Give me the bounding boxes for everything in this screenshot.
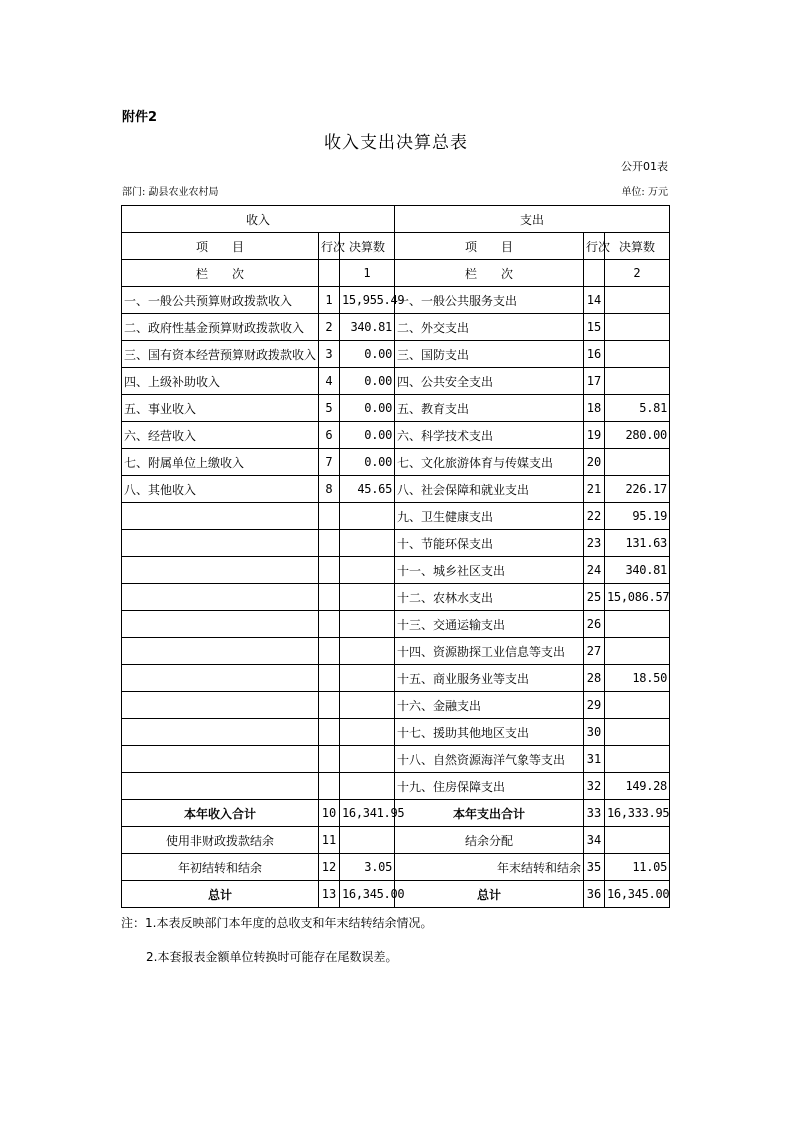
expense-summary-label: 结余分配 — [395, 827, 584, 854]
expense-line-number: 29 — [584, 692, 605, 719]
expense-summary-amount: 11.05 — [605, 854, 670, 881]
expense-item-name: 六、科学技术支出 — [395, 422, 584, 449]
expense-item-name: 十七、援助其他地区支出 — [395, 719, 584, 746]
income-amount — [340, 611, 395, 638]
expense-amount — [605, 692, 670, 719]
table-header-row — [122, 206, 670, 233]
expense-amount — [605, 611, 670, 638]
expense-item-name: 四、公共安全支出 — [395, 368, 584, 395]
summary-row — [122, 881, 670, 908]
income-amount — [340, 692, 395, 719]
table-row — [122, 773, 670, 800]
expense-amount — [605, 287, 670, 314]
summary-row — [122, 827, 670, 854]
income-summary-line: 13 — [319, 881, 340, 908]
expense-item-name: 十二、农林水支出 — [395, 584, 584, 611]
income-col-number: 1 — [340, 260, 395, 287]
income-item-name: 八、其他收入 — [122, 476, 319, 503]
income-line-number — [319, 638, 340, 665]
table-row — [122, 314, 670, 341]
expense-line-number: 23 — [584, 530, 605, 557]
expense-lanci-label: 栏 次 — [395, 260, 584, 287]
expense-lanci-blank — [584, 260, 605, 287]
table-row — [122, 665, 670, 692]
expense-item-name: 一、一般公共服务支出 — [395, 287, 584, 314]
expense-summary-line: 36 — [584, 881, 605, 908]
summary-row — [122, 800, 670, 827]
income-item-name — [122, 719, 319, 746]
expense-item-name: 二、外交支出 — [395, 314, 584, 341]
income-item-name: 五、事业收入 — [122, 395, 319, 422]
table-row — [122, 287, 670, 314]
expense-summary-amount — [605, 827, 670, 854]
expense-amount: 5.81 — [605, 395, 670, 422]
page-title: 收入支出决算总表 — [324, 133, 468, 153]
income-line-number: 7 — [319, 449, 340, 476]
income-item-name — [122, 746, 319, 773]
expense-line-number: 30 — [584, 719, 605, 746]
expense-summary-line: 34 — [584, 827, 605, 854]
expense-amount: 149.28 — [605, 773, 670, 800]
expense-line-number: 25 — [584, 584, 605, 611]
expense-item-name: 七、文化旅游体育与传媒支出 — [395, 449, 584, 476]
expense-item-name: 十八、自然资源海洋气象等支出 — [395, 746, 584, 773]
income-item-name: 六、经营收入 — [122, 422, 319, 449]
expense-item-name: 十四、资源勘探工业信息等支出 — [395, 638, 584, 665]
expense-item-name: 十五、商业服务业等支出 — [395, 665, 584, 692]
income-summary-label: 总计 — [122, 881, 319, 908]
expense-summary-line: 33 — [584, 800, 605, 827]
expense-amount — [605, 746, 670, 773]
form-number: 公开01表 — [621, 160, 668, 173]
table-row — [122, 611, 670, 638]
income-amount — [340, 557, 395, 584]
expense-item-header: 项 目 — [395, 233, 584, 260]
expense-col-number: 2 — [605, 260, 670, 287]
table-row — [122, 746, 670, 773]
expense-line-number: 24 — [584, 557, 605, 584]
expense-line-number: 19 — [584, 422, 605, 449]
income-amount — [340, 638, 395, 665]
income-summary-line: 11 — [319, 827, 340, 854]
expense-line-number: 14 — [584, 287, 605, 314]
income-amount — [340, 746, 395, 773]
expense-amount: 15,086.57 — [605, 584, 670, 611]
income-item-name — [122, 665, 319, 692]
attachment-label: 附件2 — [122, 110, 158, 125]
income-line-number: 3 — [319, 341, 340, 368]
income-line-number — [319, 719, 340, 746]
income-line-number — [319, 611, 340, 638]
expense-item-name: 十三、交通运输支出 — [395, 611, 584, 638]
income-line-number — [319, 665, 340, 692]
expense-line-number: 27 — [584, 638, 605, 665]
income-amount — [340, 503, 395, 530]
income-amount: 15,955.49 — [340, 287, 395, 314]
income-line-number: 8 — [319, 476, 340, 503]
income-summary-amount — [340, 827, 395, 854]
income-summary-amount: 3.05 — [340, 854, 395, 881]
income-amount: 0.00 — [340, 341, 395, 368]
income-amount — [340, 773, 395, 800]
income-amount: 0.00 — [340, 395, 395, 422]
income-line-number: 1 — [319, 287, 340, 314]
expense-amount: 280.00 — [605, 422, 670, 449]
expense-item-name: 八、社会保障和就业支出 — [395, 476, 584, 503]
table-row — [122, 341, 670, 368]
expense-summary-label: 年末结转和结余 — [395, 854, 584, 881]
expense-amount: 18.50 — [605, 665, 670, 692]
expense-line-number: 21 — [584, 476, 605, 503]
income-line-number — [319, 503, 340, 530]
expense-summary-label: 总计 — [395, 881, 584, 908]
expense-item-name: 五、教育支出 — [395, 395, 584, 422]
expense-item-name: 十六、金融支出 — [395, 692, 584, 719]
column-header-row — [122, 233, 670, 260]
income-summary-line: 12 — [319, 854, 340, 881]
expense-amount: 340.81 — [605, 557, 670, 584]
income-item-name: 七、附属单位上缴收入 — [122, 449, 319, 476]
income-item-name — [122, 530, 319, 557]
income-summary-label: 年初结转和结余 — [122, 854, 319, 881]
lanci-row — [122, 260, 670, 287]
income-line-number: 4 — [319, 368, 340, 395]
income-item-name: 三、国有资本经营预算财政拨款收入 — [122, 341, 319, 368]
table-row — [122, 395, 670, 422]
expense-line-number: 32 — [584, 773, 605, 800]
summary-row — [122, 854, 670, 881]
income-item-header: 项 目 — [122, 233, 319, 260]
income-summary-line: 10 — [319, 800, 340, 827]
income-summary-amount: 16,345.00 — [340, 881, 395, 908]
expense-line-number: 31 — [584, 746, 605, 773]
income-line-number — [319, 746, 340, 773]
income-amount — [340, 584, 395, 611]
income-line-number — [319, 584, 340, 611]
income-line-number — [319, 530, 340, 557]
table-row — [122, 638, 670, 665]
expense-line-number: 26 — [584, 611, 605, 638]
expense-amount: 131.63 — [605, 530, 670, 557]
income-lanci-label: 栏 次 — [122, 260, 319, 287]
expense-amount — [605, 638, 670, 665]
income-summary-label: 本年收入合计 — [122, 800, 319, 827]
income-line-number — [319, 557, 340, 584]
income-item-name — [122, 638, 319, 665]
income-amount: 45.65 — [340, 476, 395, 503]
expense-line-number: 17 — [584, 368, 605, 395]
expense-amount: 95.19 — [605, 503, 670, 530]
table-row — [122, 422, 670, 449]
table-row — [122, 368, 670, 395]
income-item-name: 一、一般公共预算财政拨款收入 — [122, 287, 319, 314]
income-item-name — [122, 584, 319, 611]
income-line-number — [319, 773, 340, 800]
expense-line-number: 15 — [584, 314, 605, 341]
income-item-name — [122, 773, 319, 800]
income-section-header: 收入 — [122, 206, 395, 233]
income-line-number: 2 — [319, 314, 340, 341]
table-row — [122, 557, 670, 584]
income-item-name — [122, 503, 319, 530]
income-amount: 0.00 — [340, 449, 395, 476]
expense-item-name: 十九、住房保障支出 — [395, 773, 584, 800]
expense-item-name: 九、卫生健康支出 — [395, 503, 584, 530]
footnote-2: 2.本套报表金额单位转换时可能存在尾数误差。 — [146, 950, 398, 964]
income-amount — [340, 665, 395, 692]
expense-summary-amount: 16,345.00 — [605, 881, 670, 908]
department-label: 部门: 勐县农业农村局 — [122, 187, 219, 198]
expense-amount — [605, 341, 670, 368]
table-row — [122, 503, 670, 530]
income-amount-header: 决算数 — [340, 233, 395, 260]
income-amount — [340, 719, 395, 746]
income-item-name — [122, 692, 319, 719]
expense-line-number: 22 — [584, 503, 605, 530]
income-amount: 340.81 — [340, 314, 395, 341]
income-amount — [340, 530, 395, 557]
table-row — [122, 692, 670, 719]
expense-line-number: 16 — [584, 341, 605, 368]
expense-amount: 226.17 — [605, 476, 670, 503]
footnote-1: 注：1.本表反映部门本年度的总收支和年末结转结余情况。 — [121, 916, 433, 930]
table-row — [122, 449, 670, 476]
expense-amount-header: 决算数 — [605, 233, 670, 260]
expense-section-header: 支出 — [395, 206, 670, 233]
income-item-name: 四、上级补助收入 — [122, 368, 319, 395]
expense-item-name: 十、节能环保支出 — [395, 530, 584, 557]
expense-summary-label: 本年支出合计 — [395, 800, 584, 827]
unit-label: 单位: 万元 — [621, 187, 668, 198]
income-lanci-blank — [319, 260, 340, 287]
expense-item-name: 十一、城乡社区支出 — [395, 557, 584, 584]
income-summary-label: 使用非财政拨款结余 — [122, 827, 319, 854]
income-item-name: 二、政府性基金预算财政拨款收入 — [122, 314, 319, 341]
expense-summary-amount: 16,333.95 — [605, 800, 670, 827]
expense-amount — [605, 449, 670, 476]
income-item-name — [122, 611, 319, 638]
income-line-number: 6 — [319, 422, 340, 449]
table-row — [122, 719, 670, 746]
expense-line-number: 20 — [584, 449, 605, 476]
expense-summary-line: 35 — [584, 854, 605, 881]
expense-amount — [605, 719, 670, 746]
expense-amount — [605, 368, 670, 395]
income-item-name — [122, 557, 319, 584]
expense-amount — [605, 314, 670, 341]
income-line-number — [319, 692, 340, 719]
table-row — [122, 530, 670, 557]
income-summary-amount: 16,341.95 — [340, 800, 395, 827]
income-amount: 0.00 — [340, 368, 395, 395]
income-line-number: 5 — [319, 395, 340, 422]
expense-line-number: 18 — [584, 395, 605, 422]
income-line-header: 行次 — [319, 233, 340, 260]
expense-line-number: 28 — [584, 665, 605, 692]
table-row — [122, 476, 670, 503]
income-amount: 0.00 — [340, 422, 395, 449]
expense-line-header: 行次 — [584, 233, 605, 260]
table-row — [122, 584, 670, 611]
expense-item-name: 三、国防支出 — [395, 341, 584, 368]
income-expense-table — [121, 205, 670, 908]
